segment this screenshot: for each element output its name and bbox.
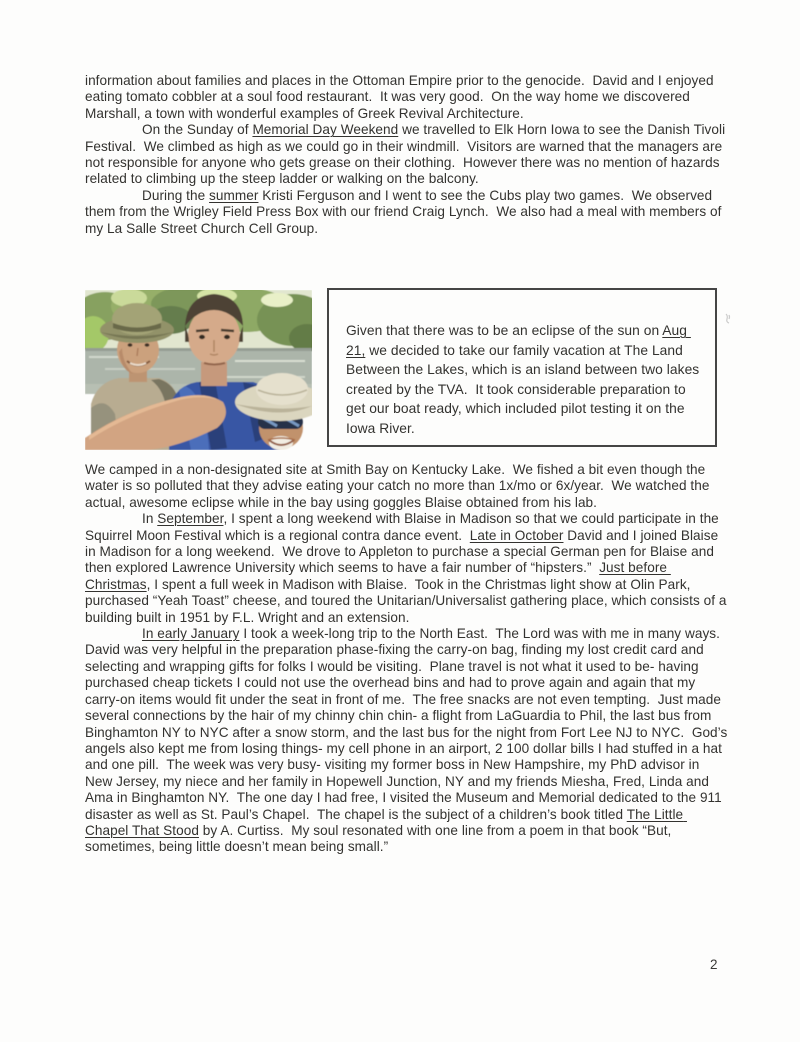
text-run: we decided to take our family vacation at The Land Between the Lakes, which is an island between two lakes created by the TVA. It took considerable preparation to get our boat ready, which included pilot testing it on the Iowa River. [346,342,704,436]
underlined-phrase: The Little Chapel That Stood [85,806,687,838]
paragraph [85,511,729,626]
text-run: , I spent a full week in Madison with Blaise. Took in the Christmas light show at Olin Park, purchased “Yeah Toast” cheese, and toured the Unitarian/Universalist gathering place, which consists of a building built in 1951 by F.L. Wright and an extension. [85,576,731,625]
text-run: Kristi Ferguson and I went to see the Cubs play two games. We observed them from the Wrigley Field Press Box with our friend Craig Lynch. We also had a meal with members of my La Salle Street Church Cell Group. [85,187,726,236]
paragraph [85,626,732,856]
underlined-phrase: In early January [142,626,240,642]
scan-smudge-artifact [724,313,731,324]
paragraph [85,73,727,122]
underlined-phrase: Memorial Day Weekend [252,122,399,138]
underlined-phrase: Late in October [469,527,564,543]
text-run: David and I joined Blaise in Madison for a long weekend. We drove to Appleton to purchase a special German pen for Blaise and then explored Lawrence University which seems to have a fair number of “hipsters.” [85,527,723,576]
paragraph [85,462,729,511]
text-run: by A. Curtiss. My soul resonated with one line from a poem in that book “But, sometimes, being little doesn’t mean being small.” [85,822,676,855]
body-text-top [85,73,727,237]
underlined-phrase: September [157,511,224,527]
callout-text [346,321,702,439]
text-run: On the Sunday of [142,122,253,138]
underlined-phrase: Aug 21, [346,323,691,358]
underlined-phrase: Just before Christmas [85,560,671,592]
paragraph [346,321,702,439]
text-run: I took a week-long trip to the North East. The Lord was with me in many ways. David was very helpful in the preparation phase-fixing the carry-on bag, finding my lost credit card and selecting and wrapping gifts for folks I would be visiting. Plane travel is not what it used to be- having purchased cheap tickets I could not use the overhead bins and had to prove again and again that my carry-on items would fit under the seat in front of me. The free snacks are not even tempting. Just made several connections by the hair of my chinny chin chin- a flight from LaGuardia to Phil, the last bus from Binghamton NY to NYC after a snow storm, and the last bus for the night from Fort Lee NJ to NYC. God’s angels also kept me from losing things- my cell phone in an airport, 2 100 dollar bills I had stuffed in a hat and one pill. The week was very busy- visiting my former boss in New Hampshire, my PhD advisor in New Jersey, my niece and her family in Hopewell Junction, NY and my friends Miesha, Fred, Linda and Ama in Binghamton NY. The one day I had free, I visited the Museum and Memorial dedicated to the 911 disaster as well as St. Paul’s Chapel. The chapel is the subject of a children’s book titled [85,626,732,822]
text-run: During the [142,187,210,203]
text-run: We camped in a non-designated site at Smith Bay on Kentucky Lake. We fished a bit even though the water is so polluted that they advise eating your catch no more than 1x/mo or 6x/year. We watched the actual, awesome eclipse while in the bay using goggles Blaise obtained from his lab. [85,462,714,510]
callout-box [327,288,717,447]
underlined-phrase: summer [209,187,259,203]
text-run: , I spent a long weekend with Blaise in Madison so that we could participate in the Squirrel Moon Festival which is a regional contra dance event. [85,511,723,543]
paragraph [85,122,727,188]
vacation-photo [85,290,312,450]
text-run: information about families and places in the Ottoman Empire prior to the genocide. David and I enjoyed eating tomato cobbler at a soul food restaurant. It was very good. On the way home we discovered Marshall, a town with wonderful examples of Greek Revival Architecture. [85,73,718,121]
text-run: we travelled to Elk Horn Iowa to see the Danish Tivoli Festival. We climbed as high as we could go in their windmill. Visitors are warned that the managers are not responsible for anyone who gets grease on their clothing. However there was no mention of hazards related to climbing up the steep ladder or walking on the balcony. [85,122,729,187]
text-run: In [142,511,158,527]
text-run: Given that there was to be an eclipse of the sun on [346,323,663,338]
page-number: 2 [710,957,718,972]
paragraph [85,188,727,237]
body-text-bottom [85,462,732,856]
selfie-photo-illustration [85,290,312,450]
